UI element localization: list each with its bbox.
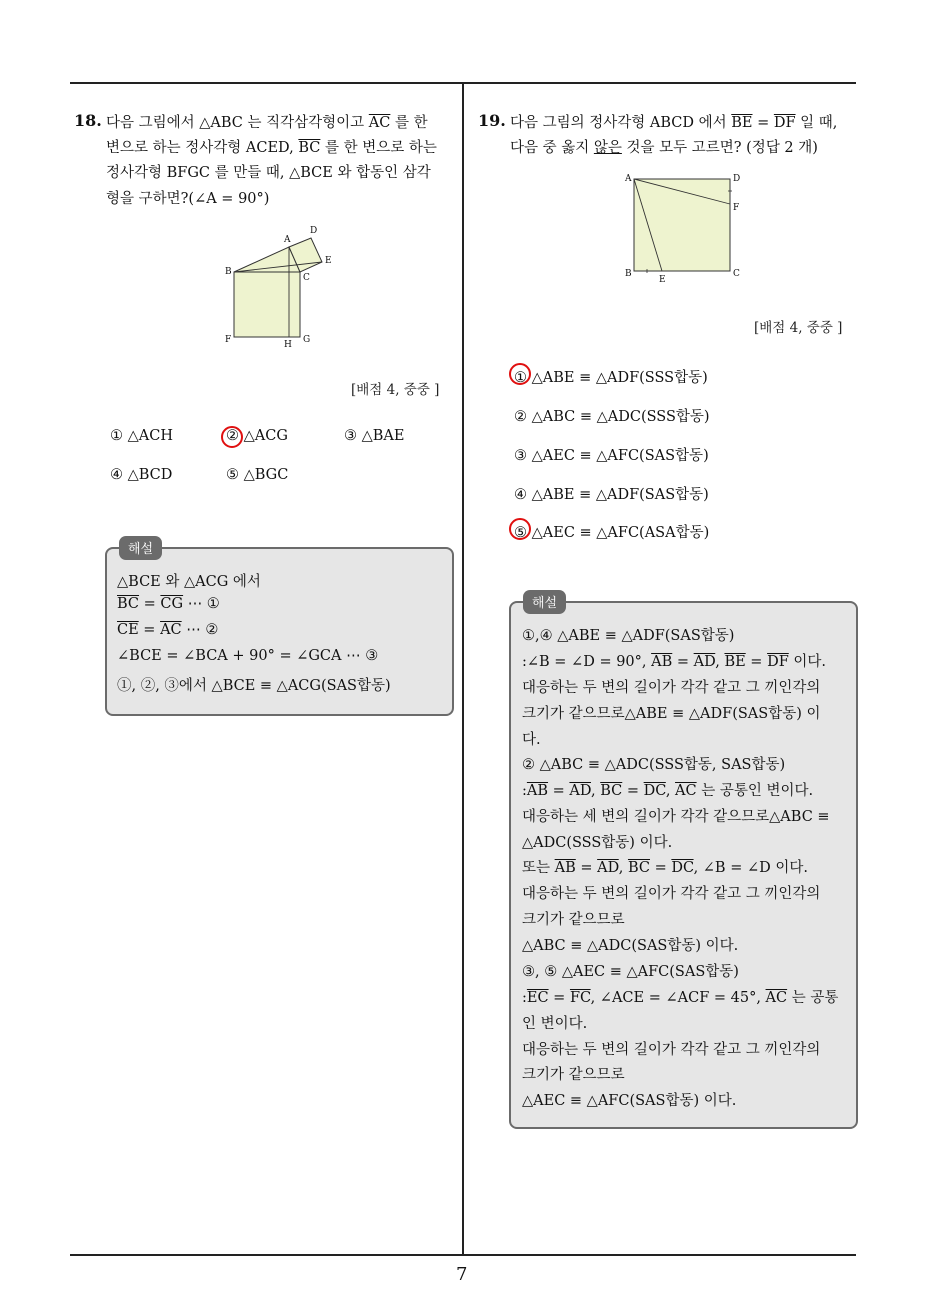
- q19-figure: [620, 168, 750, 288]
- q19-exp-line-3: 대응하는 두 변의 길이가 각각 같고 그 끼인각의: [522, 680, 821, 696]
- fig19-label-D: D: [733, 174, 741, 184]
- fig18-label-D: D: [310, 226, 318, 236]
- q19-choice-1[interactable]: ① △ABE ≡ △ADF(SSS합동): [514, 370, 708, 386]
- q19-line-1: 다음 그림의 정사각형 ABCD 에서 $\overline{BE} = \overline{DF}$ 일 때,: [510, 115, 838, 131]
- fig19-label-F: F: [733, 203, 740, 213]
- q19-exp-line-13: △ABC ≡ △ADC(SAS합동) 이다.: [522, 938, 739, 954]
- q19-mark-choice-1: [509, 363, 531, 385]
- q19-exp-line-7: $:\overline{AB} = \overline{AD}$, $\overline{BC} = \overline{DC}$, $\overline{AC}$ 는 공통인 변이다.: [522, 783, 814, 799]
- q19-exp-line-2: :∠B = ∠D = 90°, $\overline{AB} = \overline{AD}$, $\overline{BE} = \overline{DF}$ 이다.: [522, 654, 826, 670]
- fig19-label-A: A: [625, 174, 632, 184]
- q19-exp-line-5: 다.: [522, 732, 541, 748]
- q19-exp-line-9: △ADC(SSS합동) 이다.: [522, 835, 673, 851]
- q18-number: 18.: [74, 111, 102, 130]
- fig18-label-F: F: [225, 335, 232, 345]
- q19-exp-line-18: 크기가 같으므로: [522, 1067, 625, 1083]
- q18-line-4: 형을 구하면?(∠A = 90°): [106, 191, 270, 207]
- q18-exp-line-2: $\overline{BC} = \overline{CG}$ ⋯ ①: [117, 596, 220, 612]
- q19-exp-line-14: ③, ⑤ △AEC ≡ △AFC(SAS합동): [522, 964, 739, 980]
- q19-choice-5[interactable]: ⑤ △AEC ≡ △AFC(ASA합동): [514, 525, 710, 541]
- q19-exp-line-16: 인 변이다.: [522, 1016, 588, 1032]
- q19-exp-line-19: △AEC ≡ △AFC(SAS합동) 이다.: [522, 1093, 737, 1109]
- q19-exp-line-8: 대응하는 세 변의 길이가 각각 같으므로△ABC ≡: [522, 809, 830, 825]
- q18-line-1: 다음 그림에서 △ABC 는 직각삼각형이고 $\overline{AC}$ 를 한: [106, 115, 428, 131]
- q19-exp-line-11: 대응하는 두 변의 길이가 각각 같고 그 끼인각의: [522, 886, 821, 902]
- q18-exp-line-1: △BCE 와 △ACG 에서: [117, 574, 261, 590]
- q18-choice-1[interactable]: ① △ACH: [110, 428, 173, 444]
- q18-figure: [218, 220, 338, 350]
- q19-score: [배점 4, 중중 ]: [754, 320, 843, 336]
- q19-exp-line-10: 또는 $\overline{AB} = \overline{AD}$, $\overline{BC} = \overline{DC}$, ∠B = ∠D 이다.: [522, 860, 808, 876]
- q18-choice-3[interactable]: ③ △BAE: [344, 428, 405, 444]
- bottom-rule: [70, 1254, 856, 1256]
- fig19-label-B: B: [625, 269, 632, 279]
- q18-score: [배점 4, 중중 ]: [351, 382, 440, 398]
- q19-line-2: 다음 중 옳지 않은 것을 모두 고르면? (정답 2 개): [510, 140, 818, 156]
- fig19-label-E: E: [659, 275, 666, 285]
- q18-mark-choice-2: [221, 426, 243, 448]
- q19-choice-4[interactable]: ④ △ABE ≡ △ADF(SAS합동): [514, 487, 709, 503]
- q19-choice-3[interactable]: ③ △AEC ≡ △AFC(SAS합동): [514, 448, 709, 464]
- fig18-label-G: G: [303, 335, 311, 345]
- q19-number: 19.: [478, 111, 506, 130]
- fig19-label-C: C: [733, 269, 740, 279]
- q18-exp-line-3: $\overline{CE} = \overline{AC}$ ⋯ ②: [117, 622, 219, 638]
- q18-choice-4[interactable]: ④ △BCD: [110, 467, 173, 483]
- column-divider: [462, 83, 464, 1255]
- fig18-label-E: E: [325, 256, 332, 266]
- q18-exp-line-4: ∠BCE = ∠BCA + 90° = ∠GCA ⋯ ③: [117, 648, 379, 664]
- q19-exp-line-17: 대응하는 두 변의 길이가 각각 같고 그 끼인각의: [522, 1042, 821, 1058]
- q19-exp-line-1: ①,④ △ABE ≡ △ADF(SAS합동): [522, 628, 735, 644]
- q19-exp-line-4: 크기가 같으므로△ABE ≡ △ADF(SAS합동) 이: [522, 706, 821, 722]
- fig18-label-A: A: [284, 235, 291, 245]
- q19-exp-line-6: ② △ABC ≡ △ADC(SSS합동, SAS합동): [522, 757, 786, 773]
- q18-line-3: 정사각형 BFGC 를 만들 때, △BCE 와 합동인 삼각: [106, 165, 431, 181]
- q19-mark-choice-5: [509, 518, 531, 540]
- q18-exp-line-5: ①, ②, ③에서 △BCE ≡ △ACG(SAS합동): [117, 678, 391, 694]
- q19-exp-line-15: $:\overline{EC} = \overline{FC}$, ∠ACE = ∠ACF = 45°, $\overline{AC}$ 는 공통: [522, 990, 839, 1006]
- q18-choice-5[interactable]: ⑤ △BGC: [226, 467, 289, 483]
- q18-choice-2[interactable]: ② △ACG: [226, 428, 288, 444]
- fig18-label-H: H: [284, 340, 292, 350]
- page-number: 7: [456, 1264, 468, 1285]
- fig18-label-B: B: [225, 267, 232, 277]
- q18-explanation-tag: 해설: [119, 536, 162, 560]
- q19-choice-2[interactable]: ② △ABC ≡ △ADC(SSS합동): [514, 409, 710, 425]
- q18-line-2: 변으로 하는 정사각형 ACED, $\overline{BC}$ 를 한 변으로 하는: [106, 140, 437, 156]
- fig18-label-C: C: [303, 273, 310, 283]
- q19-explanation-tag: 해설: [523, 590, 566, 614]
- q19-exp-line-12: 크기가 같으므로: [522, 912, 625, 928]
